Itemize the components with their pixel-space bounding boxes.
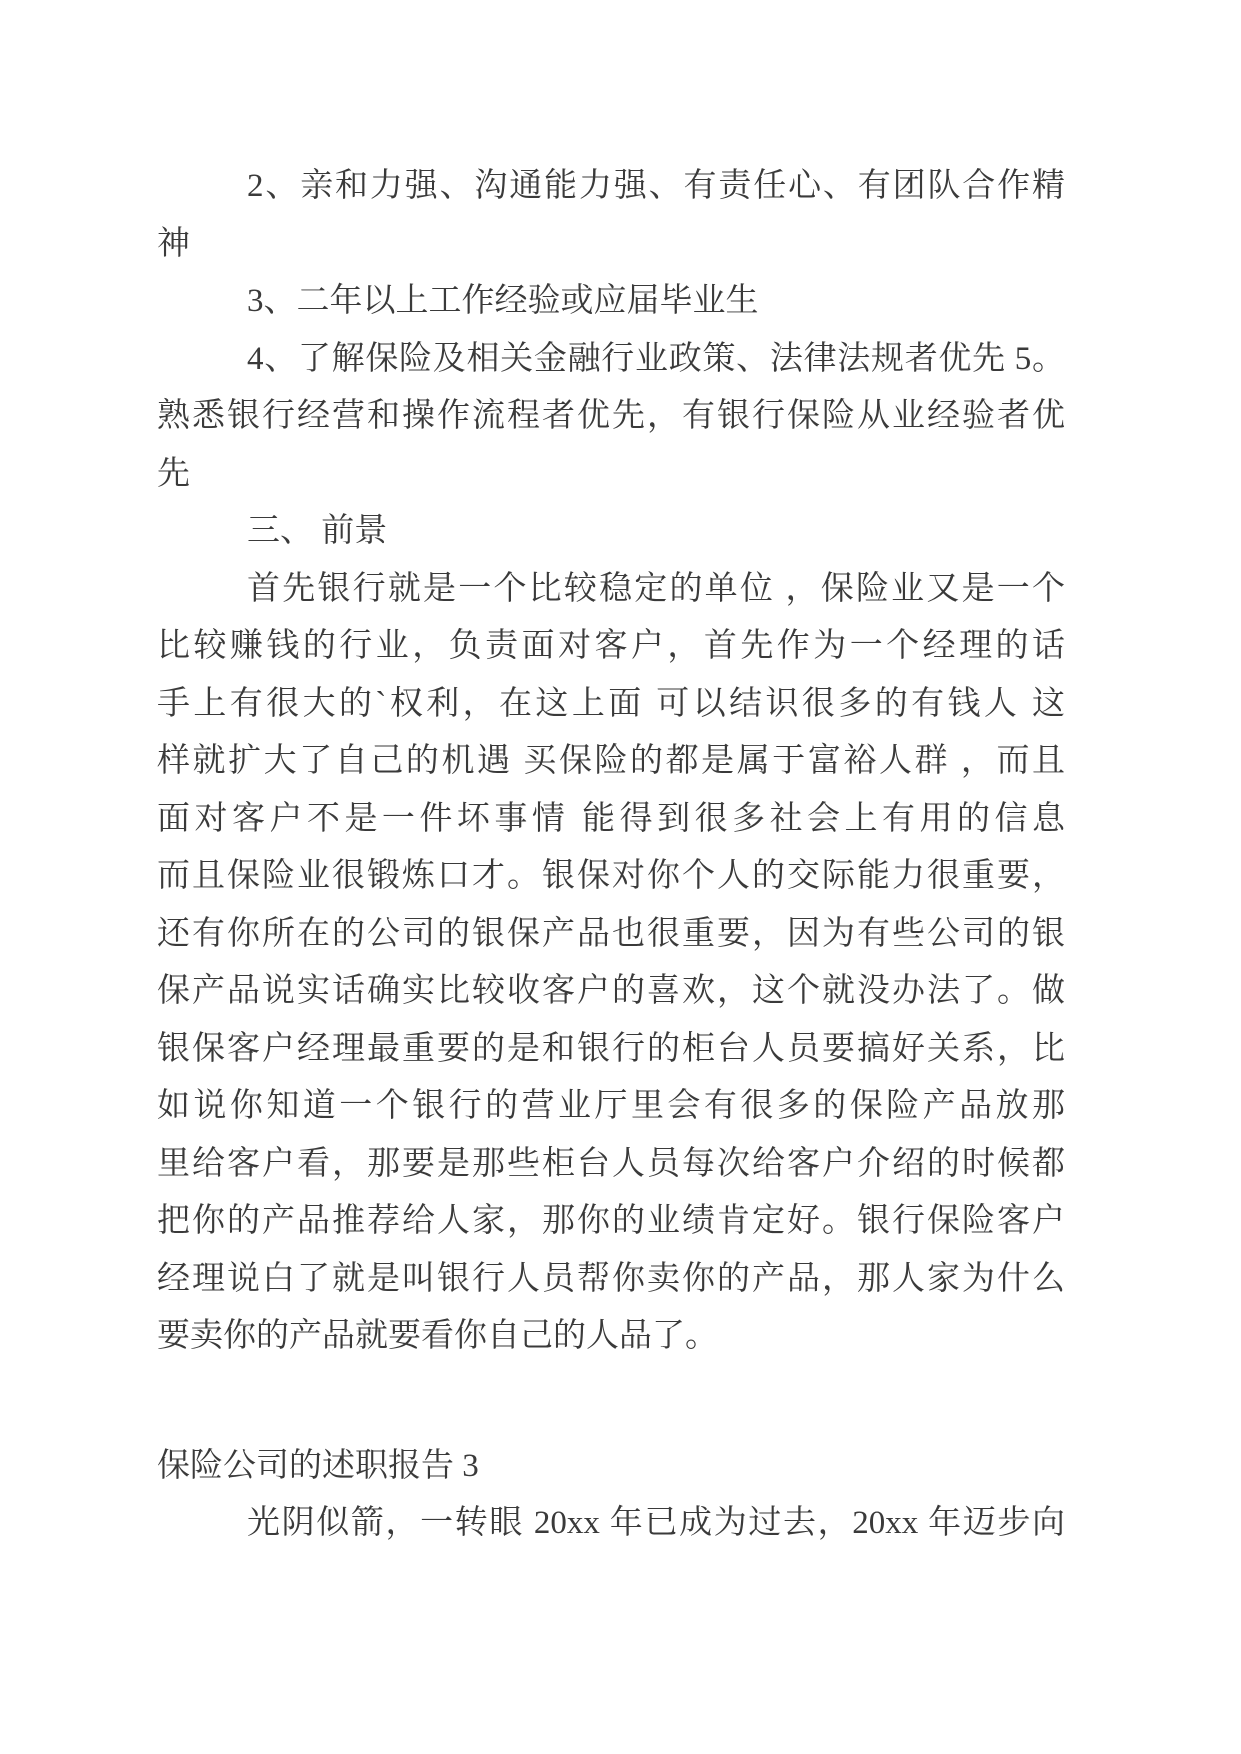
text-line: 3、二年以上工作经验或应届毕业生 xyxy=(247,283,759,319)
text-line: 而且保险业很锻炼口才。银保对你个人的交际能力很重要， xyxy=(157,858,1065,894)
text-line: 2、亲和力强、沟通能力强、有责任心、有团队合作精 xyxy=(247,168,1065,204)
text-line: 手上有很大的`权利，在这上面 可以结识很多的有钱人 这 xyxy=(157,685,1065,722)
section-heading: 保险公司的述职报告 3 xyxy=(157,1447,479,1484)
text-line: 首先银行就是一个比较稳定的单位 ，保险业又是一个 xyxy=(247,570,1065,607)
text-line: 经理说白了就是叫银行人员帮你卖你的产品，那人家为什么 xyxy=(157,1260,1065,1297)
text-line: 还有你所在的公司的银保产品也很重要，因为有些公司的银 xyxy=(157,915,1065,952)
text-line: 先 xyxy=(157,455,190,492)
text-line: 神 xyxy=(157,225,190,262)
text-line: 如说你知道一个银行的营业厅里会有很多的保险产品放那 xyxy=(157,1088,1065,1124)
text-line: 样就扩大了自己的机遇 买保险的都是属于富裕人群 ，而且 xyxy=(157,743,1065,779)
text-line: 要卖你的产品就要看你自己的人品了。 xyxy=(157,1318,718,1354)
text-line: 面对客户不是一件坏事情 能得到很多社会上有用的信息 xyxy=(157,800,1065,837)
text-line: 银保客户经理最重要的是和银行的柜台人员要搞好关系，比 xyxy=(157,1030,1065,1067)
text-line: 里给客户看，那要是那些柜台人员每次给客户介绍的时候都 xyxy=(157,1145,1065,1182)
text-line: 保产品说实话确实比较收客户的喜欢，这个就没办法了。做 xyxy=(157,973,1065,1009)
text-line: 4、了解保险及相关金融行业政策、法律法规者优先 5。 xyxy=(247,340,1065,377)
text-line: 把你的产品推荐给人家，那你的业绩肯定好。银行保险客户 xyxy=(157,1203,1065,1239)
text-line: 光阴似箭，一转眼 20xx 年已成为过去，20xx 年迈步向 xyxy=(247,1505,1066,1541)
text-line: 熟悉银行经营和操作流程者优先，有银行保险从业经验者优 xyxy=(157,398,1065,434)
text-line: 三、 前景 xyxy=(247,513,388,549)
text-line: 比较赚钱的行业，负责面对客户，首先作为一个经理的话 xyxy=(157,628,1065,664)
document-body xyxy=(157,158,1065,1553)
